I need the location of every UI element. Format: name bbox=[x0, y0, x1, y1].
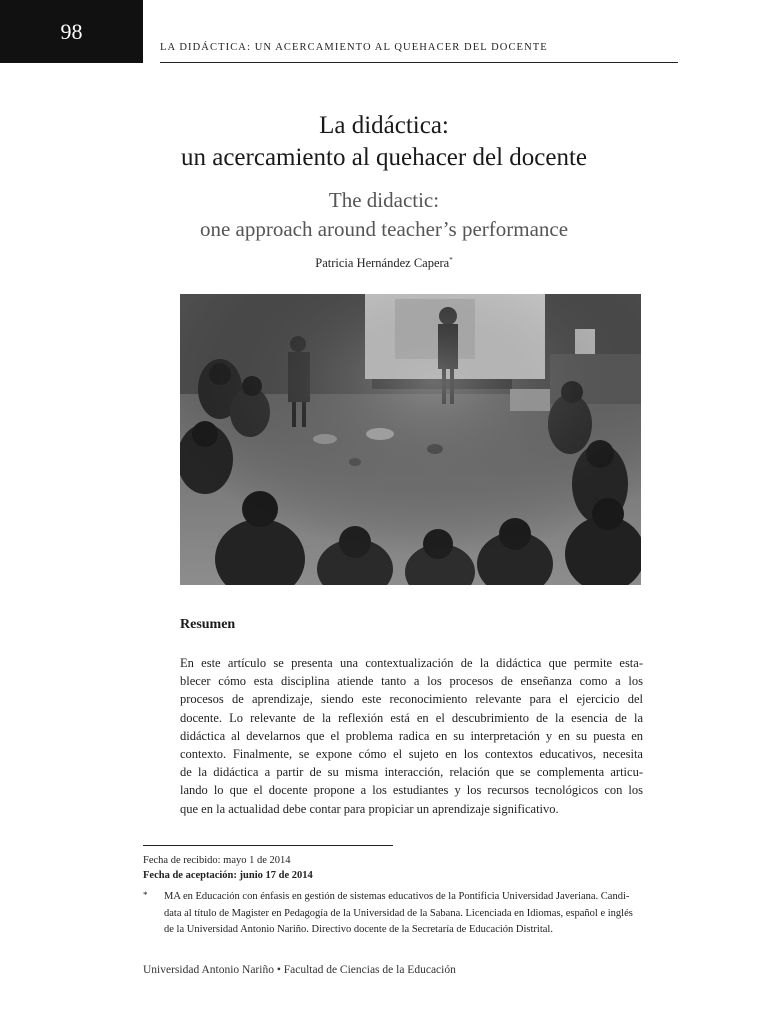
footnote-mark: * bbox=[143, 890, 148, 900]
footnote-text bbox=[164, 889, 678, 939]
footnote-line: data al título de Magister en Pedagogía de la Universidad de la Sabana. Licenciada en Idiomas, español e inglés bbox=[164, 907, 633, 919]
page-number-box bbox=[0, 0, 143, 63]
abstract-line: de la didáctica a partir de su misma interacción, relación que se complementa articu- bbox=[180, 765, 643, 780]
author-footnote bbox=[143, 889, 678, 939]
author-name: Patricia Hernández Capera bbox=[315, 256, 450, 271]
abstract-line: didáctica al develarnos que el problema radica en su interpretación y en su puesta en bbox=[180, 728, 643, 743]
title-english bbox=[0, 186, 768, 244]
abstract-line: contexto. Finalmente, se expone cómo el sujeto en los contextos educativos, necesita bbox=[180, 746, 643, 761]
author-footnote-mark: * bbox=[449, 256, 453, 264]
author bbox=[0, 256, 768, 271]
header-rule bbox=[160, 62, 678, 63]
page-footer: Universidad Antonio Nariño • Facultad de Ciencias de la Educación bbox=[143, 964, 456, 976]
abstract-line: lando lo que el docente propone a los estudiantes y los recursos tecnológicos con los bbox=[180, 783, 643, 798]
abstract-line: blecer cómo esta disciplina atiende tanto a los procesos de enseñanza como a los bbox=[180, 674, 643, 689]
dates-block bbox=[143, 853, 313, 883]
received-date: Fecha de recibido: mayo 1 de 2014 bbox=[143, 855, 291, 866]
footnote-line: de la Universidad Antonio Nariño. Directivo docente de la Secretaría de Educación Distrital. bbox=[164, 924, 553, 935]
footnote-rule bbox=[143, 845, 393, 846]
abstract-line: que en la actualidad debe contar para propiciar un aprendizaje significativo. bbox=[180, 801, 559, 816]
abstract-line: En este artículo se presenta una contextualización de la didáctica que permite esta- bbox=[180, 656, 643, 670]
abstract-heading: Resumen bbox=[180, 617, 236, 632]
running-title: LA DIDÁCTICA: UN ACERCAMIENTO AL QUEHACER DEL DOCENTE bbox=[160, 42, 548, 53]
abstract-line: procesos de aprendizaje, siendo este reconocimiento relevante para el ejercicio del bbox=[180, 692, 643, 707]
title-english-line-2: one approach around teacher’s performance bbox=[199, 217, 569, 241]
footnote-line: MA en Educación con énfasis en gestión de sistemas educativos de la Pontificia Universidad Javeriana. Candi- bbox=[164, 891, 630, 902]
classroom-photo bbox=[180, 294, 641, 585]
page-number: 98 bbox=[60, 18, 83, 44]
abstract-line: docente. Lo relevante de la reflexión está en el descubrimiento de la esencia de la bbox=[180, 710, 643, 725]
title-spanish-line-2: un acercamiento al quehacer del docente bbox=[180, 144, 588, 171]
abstract-body bbox=[180, 654, 643, 818]
title-spanish-line-1: La didáctica: bbox=[319, 112, 449, 139]
accepted-date: Fecha de aceptación: junio 17 de 2014 bbox=[143, 870, 313, 881]
title-spanish bbox=[0, 110, 768, 174]
title-english-line-1: The didactic: bbox=[328, 188, 440, 212]
